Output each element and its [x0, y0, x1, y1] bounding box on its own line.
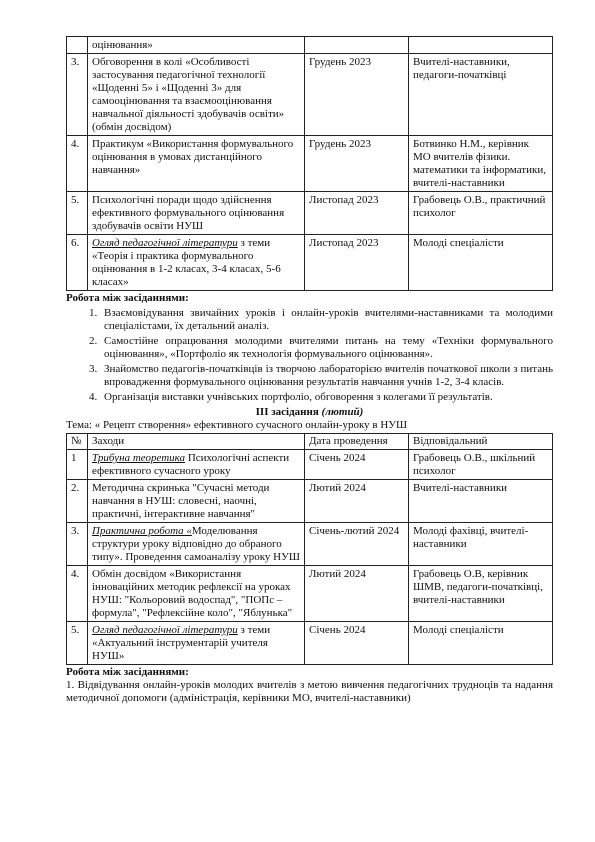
session-topic: Тема: « Рецепт створення» ефективного сучасного онлайн-уроку в НУШ — [66, 419, 408, 431]
activity-cell: оцінювання» — [88, 37, 305, 54]
responsible-cell: Грабовець О.В., практичний психолог — [409, 192, 553, 235]
table-row — [67, 622, 553, 665]
responsible-cell: Вчителі-наставники — [409, 480, 553, 523]
between-sessions-heading: Робота між засіданнями: — [66, 292, 189, 304]
date-cell: Лютий 2024 — [305, 566, 409, 622]
activity-emphasis: Практична робота « — [92, 525, 192, 537]
activity-cell: Обмін досвідом «Використання інноваційних методик рефлексії на уроках НУШ: "Кольоровий водоспад", "ПОПс – формула", "Рефлексійне коло", "Яблунька" — [88, 566, 305, 622]
date-cell: Січень-лютий 2024 — [305, 523, 409, 566]
responsible-cell: Молоді спеціалісти — [409, 235, 553, 291]
activity-emphasis: Огляд педагогічної літератури — [92, 237, 238, 249]
date-cell: Грудень 2023 — [305, 136, 409, 192]
table-row — [67, 37, 553, 54]
date-cell — [305, 37, 409, 54]
plan-table-session-3 — [66, 433, 553, 665]
table-row — [67, 54, 553, 136]
activity-text: Психологічні аспекти ефективного сучасного уроку — [92, 452, 290, 477]
table-row — [67, 136, 553, 192]
responsible-cell: Грабовець О.В., шкільний психолог — [409, 450, 553, 480]
date-cell: Грудень 2023 — [305, 54, 409, 136]
row-number: 5. — [67, 622, 88, 665]
activity-cell: Обговорення в колі «Особливості застосування педагогічної технології «Щоденні 5» і «Щоденні 3» для самооцінювання та взаємооцінювання навчальної діяльності здобувачів освіти» (обмін досвідом) — [88, 54, 305, 136]
row-number: 3. — [67, 54, 88, 136]
responsible-cell: Ботвинко Н.М., керівник МО вчителів фізики. математики та інформатики, вчителі-наставники — [409, 136, 553, 192]
activity-cell: Практикум «Використання формувального оцінювання в умовах дистанційного навчання» — [88, 136, 305, 192]
activity-text: з теми «Актуальний інструментарій учителя НУШ» — [92, 624, 271, 662]
responsible-cell: Вчителі-наставники, педагоги-початківці — [409, 54, 553, 136]
activity-emphasis: Трибуна теоретика — [92, 452, 186, 464]
row-number: 4. — [67, 566, 88, 622]
table-row — [67, 192, 553, 235]
date-cell: Листопад 2023 — [305, 192, 409, 235]
activity-cell — [88, 523, 305, 566]
row-number — [67, 37, 88, 54]
plan-table-session-2 — [66, 36, 553, 291]
session-number: ІІІ засідання — [255, 406, 319, 418]
date-cell: Листопад 2023 — [305, 235, 409, 291]
column-header: Заходи — [88, 434, 305, 450]
activity-text: Моделювання структури уроку відповідно до обраного типу». Проведення самоаналізу уроку НУШ — [92, 525, 301, 563]
list-item: 1. Взаємовідування звичайних уроків і онлайн-уроків вчителями-наставниками та молодими спеціалістами, їх детальний аналіз. — [100, 307, 553, 333]
date-cell: Січень 2024 — [305, 450, 409, 480]
activity-cell — [88, 622, 305, 665]
row-number: 1 — [67, 450, 88, 480]
activity-emphasis: Огляд педагогічної літератури — [92, 624, 238, 636]
list-item: 4. Організація виставки учнівських портфоліо, обговорення з колегами її результатів. — [100, 391, 553, 404]
table-row — [67, 523, 553, 566]
between-sessions-heading: Робота між засіданнями: — [66, 666, 189, 678]
date-cell: Січень 2024 — [305, 622, 409, 665]
row-number: 4. — [67, 136, 88, 192]
date-cell: Лютий 2024 — [305, 480, 409, 523]
activity-cell — [88, 450, 305, 480]
activity-text: з теми «Теорія і практика формувального оцінювання в 1-2 класах, 3-4 класах, 5-6 класах» — [92, 237, 281, 288]
row-number: 3. — [67, 523, 88, 566]
table-row — [67, 480, 553, 523]
row-number: 6. — [67, 235, 88, 291]
column-header: Відповідальний — [409, 434, 553, 450]
activity-cell — [88, 235, 305, 291]
document-page — [66, 36, 553, 705]
column-header: № — [67, 434, 88, 450]
activity-cell: Психологічні поради щодо здійснення ефективного формувального оцінювання здобувачів освіти НУШ — [88, 192, 305, 235]
table-row — [67, 235, 553, 291]
responsible-cell: Молоді фахівці, вчителі-наставники — [409, 523, 553, 566]
session-month: (лютий) — [321, 406, 364, 418]
table-row — [67, 566, 553, 622]
table-header-row — [67, 434, 553, 450]
list-item: 3. Знайомство педагогів-початківців із творчою лабораторією вчителів початкової школи з питань впровадження формувального оцінювання результатів навчання учнів 1-2, 3-4 класів. — [100, 363, 553, 389]
responsible-cell: Грабовець О.В, керівник ШМВ, педагоги-початківці, вчителі-наставники — [409, 566, 553, 622]
row-number: 5. — [67, 192, 88, 235]
activity-cell: Методична скринька "Сучасні методи навчання в НУШ: словесні, наочні, практичні, інтерактивне навчання" — [88, 480, 305, 523]
between-sessions-list — [66, 307, 553, 404]
between-sessions-text: 1. Відвідування онлайн-уроків молодих вчителів з метою вивчення педагогічних трудноців та надання методичної допомоги (адміністрація, керівники МО, вчителі-наставники) — [66, 679, 553, 704]
column-header: Дата проведення — [305, 434, 409, 450]
responsible-cell — [409, 37, 553, 54]
row-number: 2. — [67, 480, 88, 523]
list-item: 2. Самостійне опрацювання молодими вчителями питань на тему «Техніки формувального оцінювання», «Портфоліо як технологія формувального оцінювання». — [100, 335, 553, 361]
session-title — [66, 406, 553, 419]
table-row — [67, 450, 553, 480]
responsible-cell: Молоді спеціалісти — [409, 622, 553, 665]
